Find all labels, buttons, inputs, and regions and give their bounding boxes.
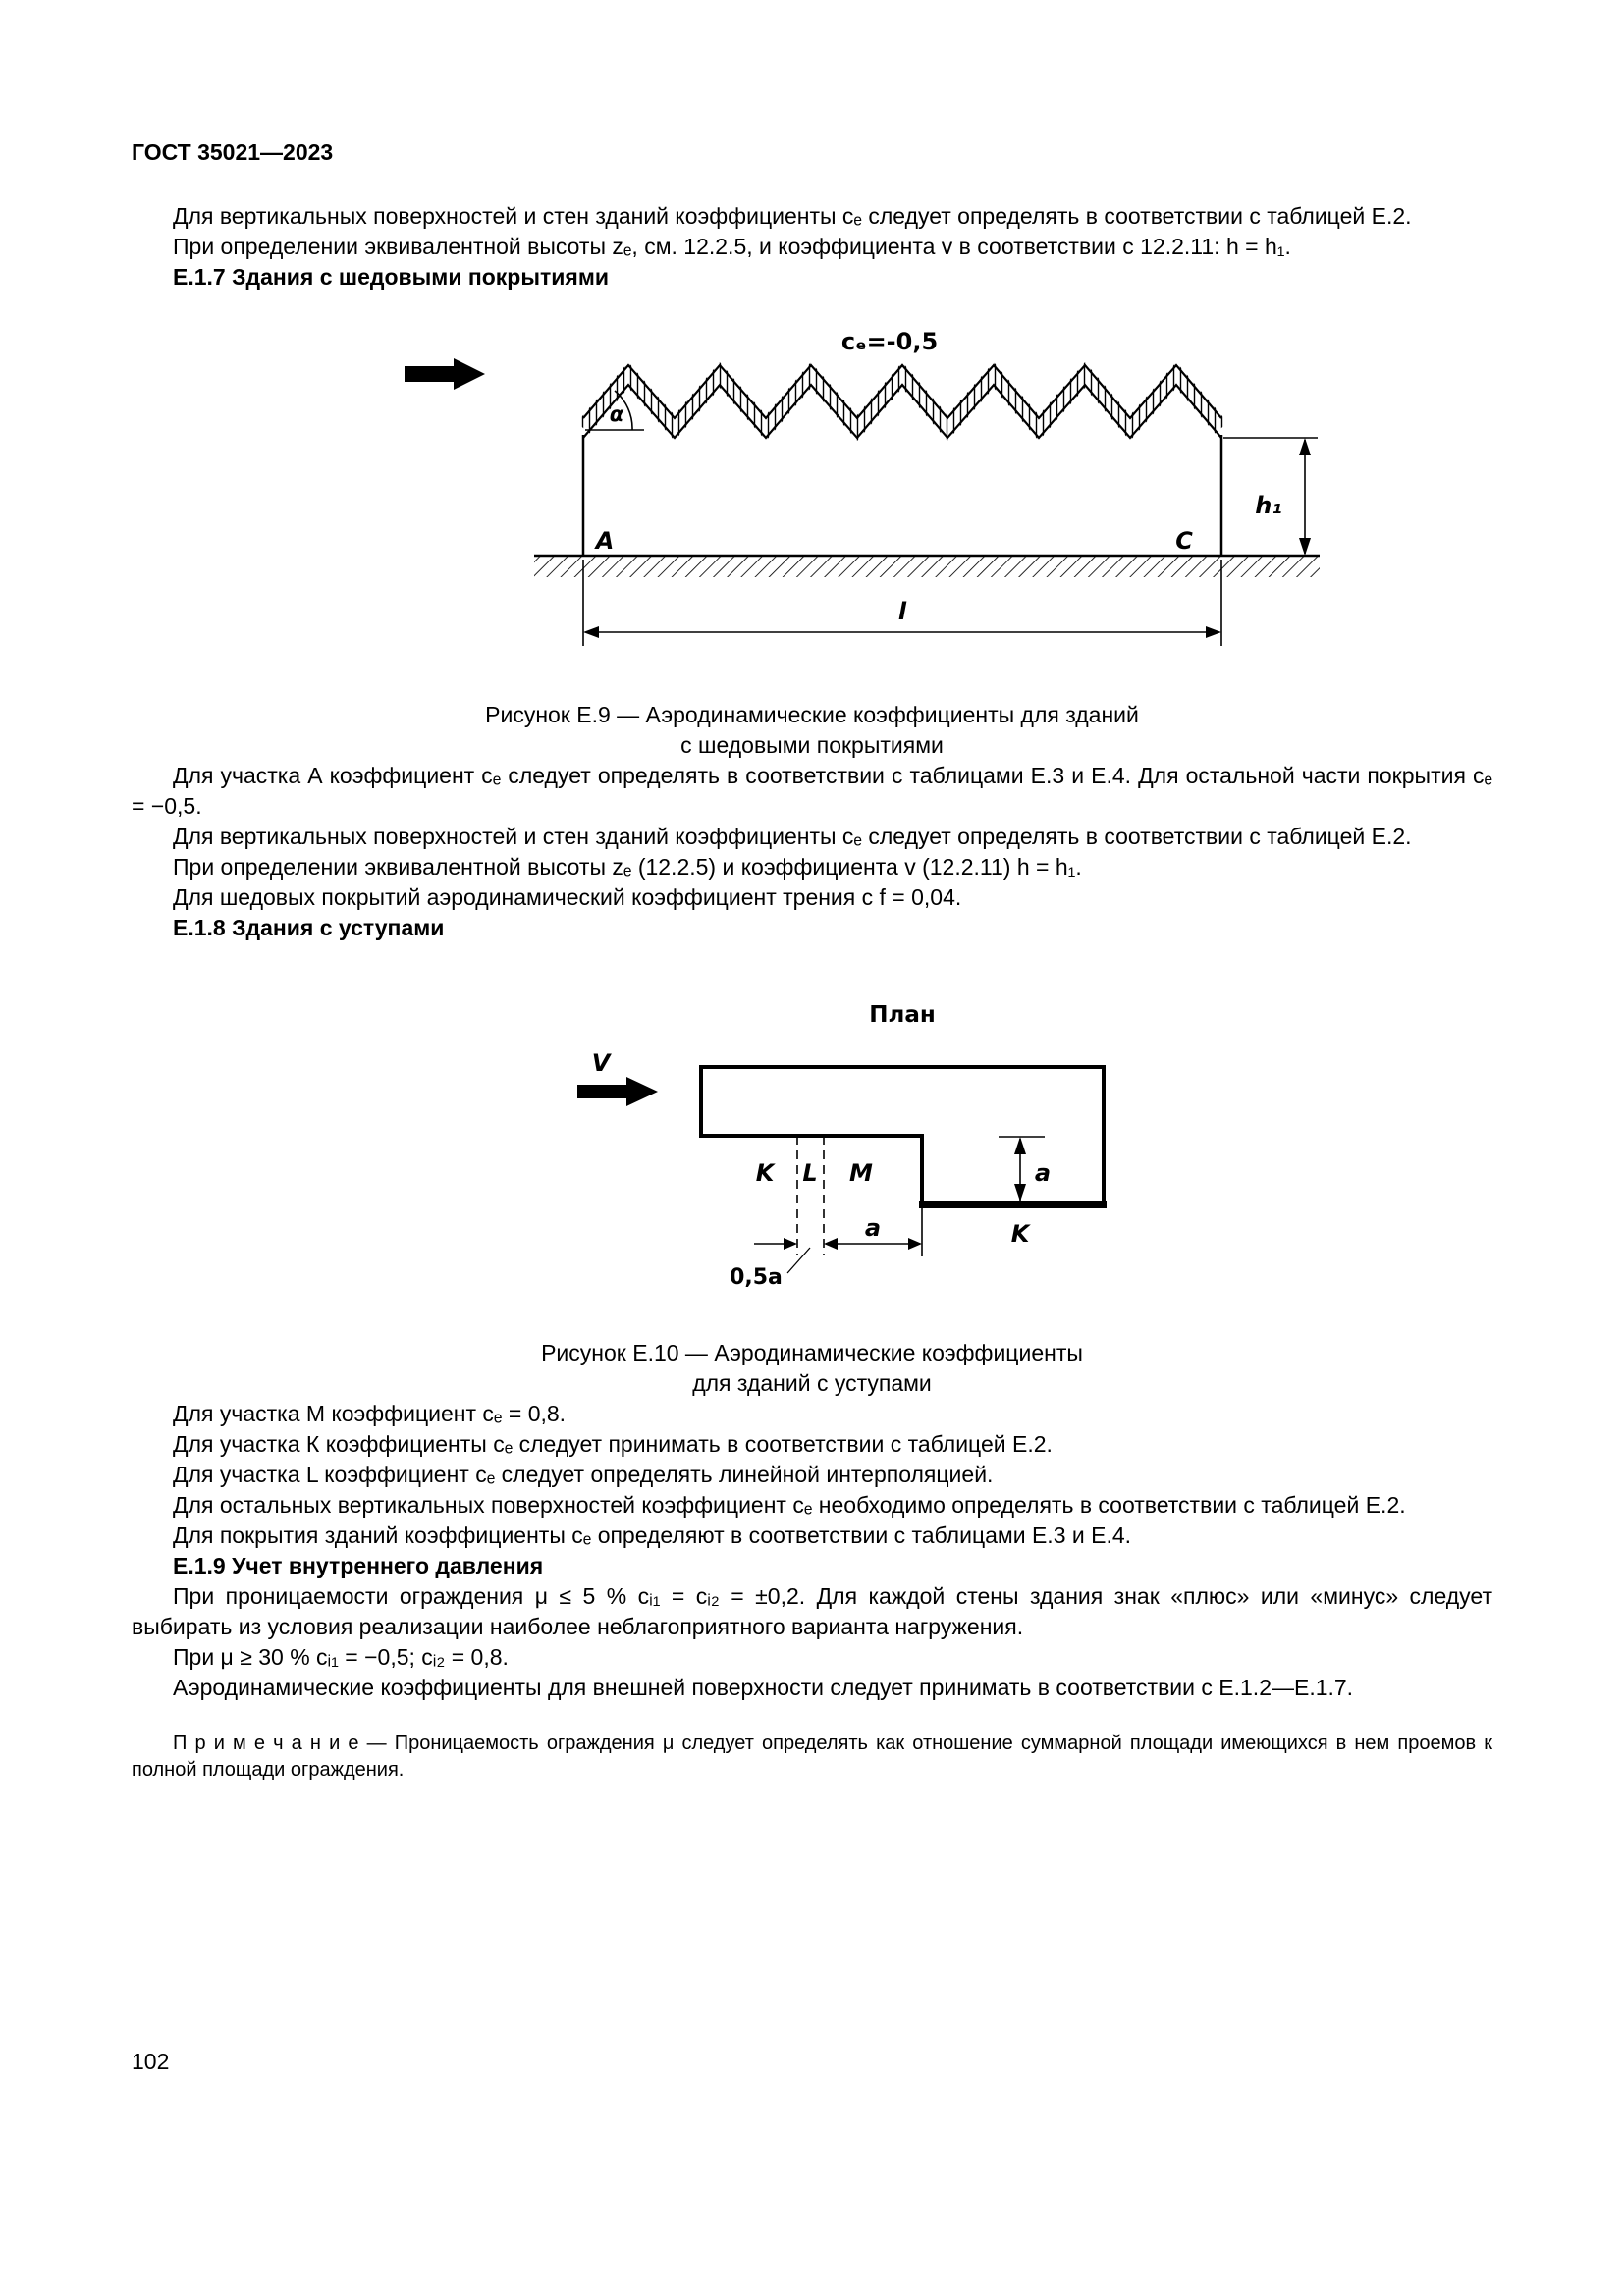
paragraph: Для участка М коэффициент cₑ = 0,8.	[173, 1401, 567, 1426]
paragraph: При μ ≥ 30 % cᵢ₁ = −0,5; cᵢ₂ = 0,8.	[173, 1644, 509, 1670]
paragraph: Для шедовых покрытий аэродинамический коэффициент трения c f = 0,04.	[173, 884, 962, 910]
caption-line: с шедовыми покрытиями	[680, 732, 944, 758]
paragraph: Аэродинамические коэффициенты для внешней поверхности следует принимать в соответствии с Е.1.2—Е.1.7.	[173, 1675, 1354, 1700]
wind-arrow-icon	[405, 358, 485, 390]
document-number: ГОСТ 35021—2023	[132, 139, 334, 165]
paragraph: Для покрытия зданий коэффициенты cₑ определяют в соответствии с таблицами Е.3 и Е.4.	[173, 1522, 1132, 1548]
figure-e10-title: План	[869, 1002, 936, 1028]
caption-line: Рисунок Е.9 — Аэродинамические коэффициенты для зданий	[485, 702, 1139, 727]
page-number: 102	[132, 2049, 170, 2074]
paragraph: Для вертикальных поверхностей и стен зданий коэффициенты cₑ следует определять в соответствии с таблицей Е.2.	[173, 203, 1412, 229]
note: П р и м е ч а н и е — Проницаемость ограждения μ следует определять как отношение суммарной площади имеющихся в нем проемов к полной площади ограждения.	[132, 1733, 1492, 1781]
section-heading-e17: Е.1.7 Здания с шедовыми покрытиями	[173, 264, 609, 290]
zone-boundary-dashed-lines	[797, 1136, 824, 1255]
paragraph: При проницаемости ограждения μ ≤ 5 % cᵢ₁ = cᵢ₂ = ±0,2. Для каждой стены здания знак «плюс» или «минус» следует выбирать из условия реализации наиболее неблагоприятного варианта нагружения.	[132, 1583, 1492, 1639]
label-v: V	[591, 1049, 611, 1077]
building-walls	[583, 435, 1221, 556]
figure-e10-drawing	[564, 998, 1153, 1293]
shed-roof-profile	[583, 365, 1221, 438]
label-k-bottom: K	[1010, 1220, 1030, 1248]
label-point-a: A	[595, 527, 615, 555]
caption-line: Рисунок Е.10 — Аэродинамические коэффициенты	[541, 1340, 1083, 1365]
paragraph: При определении эквивалентной высоты zₑ, см. 12.2.5, и коэффициента v в соответствии с 12.2.11: h = h₁.	[173, 234, 1291, 259]
paragraph: Для остальных вертикальных поверхностей коэффициент cₑ необходимо определять в соответствии с таблицей Е.2.	[173, 1492, 1406, 1518]
paragraph: Для участка К коэффициенты cₑ следует принимать в соответствии с таблицей Е.2.	[173, 1431, 1053, 1457]
wind-arrow-icon	[577, 1077, 658, 1106]
paragraph: Для участка L коэффициент cₑ следует определять линейной интерполяцией.	[173, 1462, 994, 1487]
figure-e9	[387, 320, 1492, 659]
label-ce: cₑ=-0,5	[840, 328, 939, 355]
label-zone-m: M	[849, 1159, 873, 1187]
paragraph: Для вертикальных поверхностей и стен зданий коэффициенты cₑ следует определять в соответствии с таблицей Е.2.	[173, 824, 1412, 849]
figure-e10-caption	[132, 1338, 1492, 1399]
label-a-horizontal: a	[864, 1214, 882, 1242]
ground	[534, 556, 1320, 577]
label-point-c: C	[1175, 527, 1193, 555]
label-l: l	[897, 598, 907, 625]
ground-hatch	[534, 557, 1320, 577]
figure-e9-drawing	[387, 320, 1329, 659]
section-heading-e19: Е.1.9 Учет внутреннего давления	[173, 1553, 544, 1578]
figure-e10	[564, 998, 1492, 1293]
label-alpha: α	[609, 402, 624, 426]
section-heading-e18: Е.1.8 Здания с уступами	[173, 915, 445, 940]
label-half-a: 0,5a	[730, 1265, 783, 1290]
label-a-vertical: a	[1034, 1159, 1052, 1187]
paragraph: Для участка А коэффициент cₑ следует определять в соответствии с таблицами Е.3 и Е.4. Для остальной части покрытия cₑ = −0,5.	[132, 763, 1492, 819]
label-h1: h₁	[1255, 492, 1282, 519]
caption-line: для зданий с уступами	[692, 1370, 932, 1396]
label-zone-l: L	[802, 1159, 818, 1187]
figure-e9-caption	[132, 700, 1492, 761]
paragraph: При определении эквивалентной высоты zₑ (12.2.5) и коэффициента v (12.2.11) h = h₁.	[173, 854, 1082, 880]
label-zone-k: K	[755, 1159, 775, 1187]
